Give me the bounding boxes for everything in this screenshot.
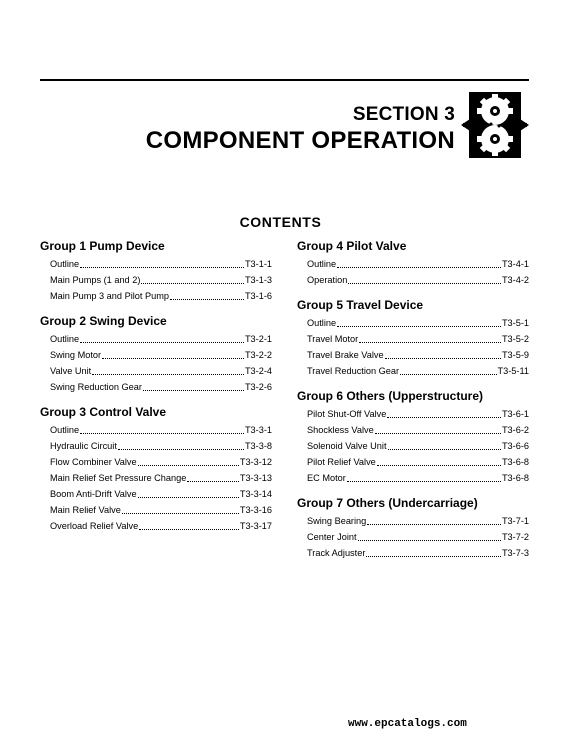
toc-entry[interactable] bbox=[307, 438, 529, 454]
entry-page: T3-2-6 bbox=[244, 382, 272, 392]
entry-label: Boom Anti-Drift Valve bbox=[50, 489, 137, 499]
toc-entry[interactable] bbox=[307, 256, 529, 272]
entry-page: T3-7-3 bbox=[501, 548, 529, 558]
entry-page: T3-7-1 bbox=[501, 516, 529, 526]
entry-label: Track Adjuster bbox=[307, 548, 366, 558]
toc-entry[interactable] bbox=[307, 363, 529, 379]
entry-label: Hydraulic Circuit bbox=[50, 441, 117, 451]
leader-dots bbox=[102, 357, 244, 359]
leader-dots bbox=[359, 341, 501, 343]
leader-dots bbox=[138, 496, 239, 498]
leader-dots bbox=[347, 480, 501, 482]
entry-page: T3-2-4 bbox=[244, 366, 272, 376]
leader-dots bbox=[80, 432, 244, 434]
leader-dots bbox=[92, 373, 244, 375]
leader-dots bbox=[138, 464, 239, 466]
entry-label: Outline bbox=[50, 425, 80, 435]
leader-dots bbox=[348, 282, 501, 284]
group-title: Group 6 Others (Upperstructure) bbox=[297, 389, 484, 403]
leader-dots bbox=[385, 357, 501, 359]
leader-dots bbox=[367, 523, 501, 525]
header-rule bbox=[40, 79, 529, 81]
toc-entry[interactable] bbox=[50, 438, 272, 454]
leader-dots bbox=[139, 528, 239, 530]
footer-url[interactable]: www.epcatalogs.com bbox=[348, 718, 467, 730]
entry-page: T3-2-1 bbox=[244, 334, 272, 344]
entry-label: Pilot Relief Valve bbox=[307, 457, 376, 467]
entry-page: T3-2-2 bbox=[244, 350, 272, 360]
leader-dots bbox=[118, 448, 244, 450]
toc-entry[interactable] bbox=[50, 470, 272, 486]
entry-label: Main Pump 3 and Pilot Pump bbox=[50, 291, 169, 301]
toc-entry[interactable] bbox=[307, 470, 529, 486]
toc-entry[interactable] bbox=[50, 422, 272, 438]
toc-entry[interactable] bbox=[307, 545, 529, 561]
entry-label: Travel Reduction Gear bbox=[307, 366, 400, 376]
toc-entry[interactable] bbox=[50, 518, 272, 534]
entry-label: Overload Relief Valve bbox=[50, 521, 139, 531]
entry-label: Outline bbox=[50, 334, 80, 344]
leader-dots bbox=[337, 266, 501, 268]
entry-page: T3-6-1 bbox=[501, 409, 529, 419]
entry-page: T3-3-12 bbox=[239, 457, 272, 467]
entry-label: Outline bbox=[50, 259, 80, 269]
entry-label: Center Joint bbox=[307, 532, 357, 542]
entry-page: T3-5-9 bbox=[501, 350, 529, 360]
entry-page: T3-5-1 bbox=[501, 318, 529, 328]
entry-label: Main Relief Valve bbox=[50, 505, 121, 515]
toc-group bbox=[297, 297, 529, 379]
entry-page: T3-3-14 bbox=[239, 489, 272, 499]
leader-dots bbox=[375, 432, 501, 434]
entry-page: T3-4-1 bbox=[501, 259, 529, 269]
entry-page: T3-1-6 bbox=[244, 291, 272, 301]
entry-page: T3-4-2 bbox=[501, 275, 529, 285]
toc-entry[interactable] bbox=[50, 272, 272, 288]
toc-entry[interactable] bbox=[50, 331, 272, 347]
group-title: Group 3 Control Valve bbox=[40, 405, 167, 419]
leader-dots bbox=[366, 555, 501, 557]
entry-label: Outline bbox=[307, 259, 337, 269]
entry-page: T3-5-2 bbox=[501, 334, 529, 344]
entry-label: Shockless Valve bbox=[307, 425, 374, 435]
toc-group bbox=[297, 495, 529, 561]
entry-label: EC Motor bbox=[307, 473, 346, 483]
leader-dots bbox=[141, 282, 244, 284]
leader-dots bbox=[122, 512, 239, 514]
entry-label: Travel Brake Valve bbox=[307, 350, 384, 360]
toc-entry[interactable] bbox=[50, 256, 272, 272]
toc-right-column bbox=[297, 238, 529, 570]
leader-dots bbox=[170, 298, 244, 300]
entry-label: Valve Unit bbox=[50, 366, 92, 376]
toc-entry[interactable] bbox=[50, 454, 272, 470]
leader-dots bbox=[187, 480, 238, 482]
entry-label: Swing Reduction Gear bbox=[50, 382, 142, 392]
entry-page: T3-6-8 bbox=[501, 457, 529, 467]
entry-page: T3-1-1 bbox=[244, 259, 272, 269]
toc-left-column bbox=[40, 238, 272, 543]
entry-page: T3-3-16 bbox=[239, 505, 272, 515]
entry-label: Flow Combiner Valve bbox=[50, 457, 137, 467]
entry-label: Swing Motor bbox=[50, 350, 102, 360]
leader-dots bbox=[143, 389, 244, 391]
group-title: Group 2 Swing Device bbox=[40, 314, 167, 328]
leader-dots bbox=[388, 448, 501, 450]
leader-dots bbox=[387, 416, 501, 418]
section-title: COMPONENT OPERATION bbox=[145, 127, 455, 154]
entry-label: Travel Motor bbox=[307, 334, 359, 344]
entry-label: Solenoid Valve Unit bbox=[307, 441, 387, 451]
entry-page: T3-1-3 bbox=[244, 275, 272, 285]
entry-label: Main Pumps (1 and 2) bbox=[50, 275, 141, 285]
entry-page: T3-3-13 bbox=[239, 473, 272, 483]
toc-entry[interactable] bbox=[307, 529, 529, 545]
toc-entry[interactable] bbox=[307, 454, 529, 470]
toc-entry[interactable] bbox=[307, 347, 529, 363]
section-label: SECTION 3 bbox=[352, 104, 455, 125]
entry-page: T3-5-11 bbox=[497, 366, 529, 376]
leader-dots bbox=[337, 325, 501, 327]
toc-entry[interactable] bbox=[307, 315, 529, 331]
leader-dots bbox=[80, 266, 244, 268]
toc-entry[interactable] bbox=[50, 347, 272, 363]
toc-group bbox=[40, 404, 272, 534]
leader-dots bbox=[377, 464, 501, 466]
contents-heading: CONTENTS bbox=[239, 214, 322, 230]
toc-group bbox=[40, 238, 272, 304]
group-title: Group 5 Travel Device bbox=[297, 298, 424, 312]
toc-entry[interactable] bbox=[50, 486, 272, 502]
leader-dots bbox=[80, 341, 244, 343]
toc-group bbox=[40, 313, 272, 395]
group-title: Group 7 Others (Undercarriage) bbox=[297, 496, 478, 510]
toc-entry[interactable] bbox=[50, 288, 272, 304]
entry-page: T3-6-8 bbox=[501, 473, 529, 483]
entry-label: Operation bbox=[307, 275, 348, 285]
pump-gear-icon bbox=[461, 92, 529, 158]
entry-page: T3-6-6 bbox=[501, 441, 529, 451]
toc-entry[interactable] bbox=[307, 422, 529, 438]
toc-entry[interactable] bbox=[50, 379, 272, 395]
entry-label: Pilot Shut-Off Valve bbox=[307, 409, 387, 419]
entry-page: T3-3-1 bbox=[244, 425, 272, 435]
entry-page: T3-3-8 bbox=[244, 441, 272, 451]
entry-label: Main Relief Set Pressure Change bbox=[50, 473, 187, 483]
entry-page: T3-6-2 bbox=[501, 425, 529, 435]
toc-entry[interactable] bbox=[307, 331, 529, 347]
leader-dots bbox=[400, 373, 496, 375]
entry-page: T3-7-2 bbox=[501, 532, 529, 542]
leader-dots bbox=[358, 539, 501, 541]
entry-label: Swing Bearing bbox=[307, 516, 367, 526]
group-title: Group 1 Pump Device bbox=[40, 239, 165, 253]
toc-entry[interactable] bbox=[307, 513, 529, 529]
toc-entry[interactable] bbox=[307, 272, 529, 288]
toc-entry[interactable] bbox=[50, 502, 272, 518]
toc-group bbox=[297, 388, 529, 486]
toc-group bbox=[297, 238, 529, 288]
group-title: Group 4 Pilot Valve bbox=[297, 239, 407, 253]
toc-entry[interactable] bbox=[50, 363, 272, 379]
entry-label: Outline bbox=[307, 318, 337, 328]
entry-page: T3-3-17 bbox=[239, 521, 272, 531]
toc-entry[interactable] bbox=[307, 406, 529, 422]
